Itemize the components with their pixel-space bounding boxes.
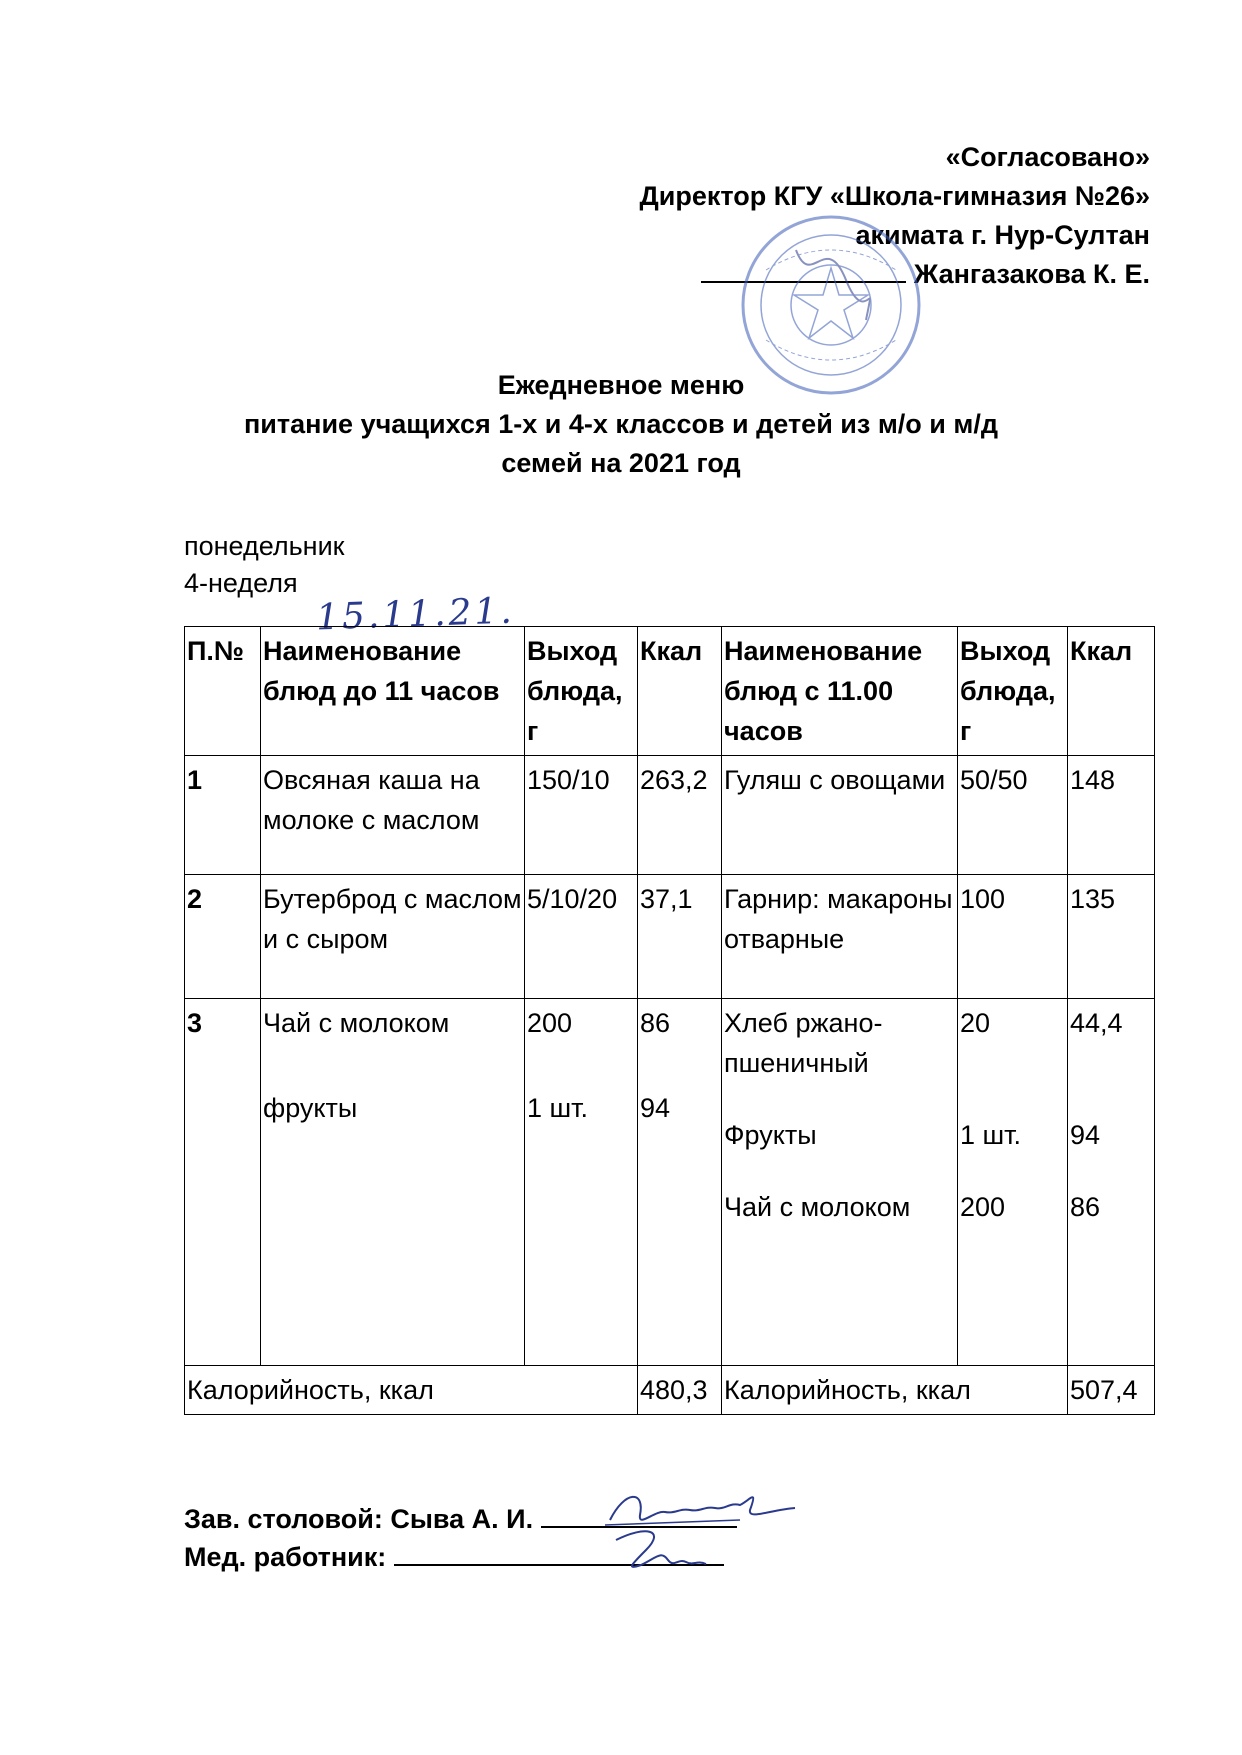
- header-morning-dish: Наименование блюд до 11 часов: [261, 627, 525, 756]
- morning-kcal: 263,2: [638, 756, 722, 875]
- header-morning-kcal: Ккал: [638, 627, 722, 756]
- morning-yield-cell: [525, 999, 638, 1366]
- afternoon-kcal: 86: [1070, 1192, 1101, 1222]
- header-afternoon-kcal: Ккал: [1068, 627, 1155, 756]
- header-afternoon-dish: Наименование блюд с 11.00 часов: [722, 627, 958, 756]
- header-morning-yield: Выход блюда, г: [525, 627, 638, 756]
- afternoon-dish: Чай с молоком: [724, 1192, 911, 1222]
- total-label-morning: Калорийность, ккал: [185, 1366, 638, 1415]
- morning-dish: Бутерброд с маслом и с сыром: [261, 875, 525, 999]
- morning-kcal: 86: [640, 1008, 671, 1038]
- afternoon-dish: Гуляш с овощами: [722, 756, 958, 875]
- morning-kcal: 37,1: [638, 875, 722, 999]
- table-row: [185, 875, 1155, 999]
- cell-spacer: [640, 1043, 719, 1088]
- afternoon-kcal: 94: [1070, 1120, 1101, 1150]
- morning-yield: 200: [527, 1008, 573, 1038]
- row-number: 3: [185, 999, 261, 1366]
- table-header-row: [185, 627, 1155, 756]
- morning-dish: фрукты: [263, 1093, 358, 1123]
- title-line-1: Ежедневное меню: [497, 370, 745, 400]
- row-number: 1: [185, 756, 261, 875]
- approval-agreed: «Согласовано»: [945, 142, 1150, 172]
- cell-spacer: [527, 1043, 635, 1088]
- cell-spacer: [960, 1155, 1065, 1187]
- approval-name: Жангазакова К. Е.: [913, 259, 1150, 289]
- morning-dish-cell: [261, 999, 525, 1366]
- morning-dish: Чай с молоком: [263, 1008, 450, 1038]
- afternoon-yield: 100: [958, 875, 1068, 999]
- title-line-3: семей на 2021 год: [501, 448, 741, 478]
- approval-akimat: акимата г. Нур-Султан: [855, 220, 1150, 250]
- cell-spacer: [263, 1043, 522, 1088]
- table-row: [185, 756, 1155, 875]
- table-total-row: [185, 1366, 1155, 1415]
- afternoon-dish: Гарнир: макароны отварные: [722, 875, 958, 999]
- afternoon-dish: Хлеб ржано-пшеничный: [724, 1008, 883, 1078]
- header-afternoon-yield: Выход блюда, г: [958, 627, 1068, 756]
- menu-table: [184, 626, 1155, 1415]
- handwritten-date: 15.11.21.: [315, 590, 516, 639]
- morning-dish: Овсяная каша на молоке с маслом: [261, 756, 525, 875]
- afternoon-yield: 50/50: [958, 756, 1068, 875]
- afternoon-dish: Фрукты: [724, 1120, 817, 1150]
- total-afternoon: 507,4: [1068, 1366, 1155, 1415]
- afternoon-kcal: 44,4: [1070, 1008, 1123, 1038]
- morning-yield: 150/10: [525, 756, 638, 875]
- approval-director: Директор КГУ «Школа-гимназия №26»: [639, 181, 1150, 211]
- medic-signature-icon: [606, 1520, 716, 1580]
- cell-spacer: [724, 1083, 955, 1115]
- afternoon-kcal: 148: [1068, 756, 1155, 875]
- total-morning: 480,3: [638, 1366, 722, 1415]
- document-title: [0, 366, 1242, 483]
- header-number: П.№: [185, 627, 261, 756]
- weekday: понедельник: [184, 531, 345, 561]
- morning-yield: 5/10/20: [525, 875, 638, 999]
- title-line-2: питание учащихся 1-х и 4-х классов и детей из м/о и м/д: [244, 409, 998, 439]
- week-number: 4-неделя: [184, 568, 298, 598]
- medic-label: Мед. работник:: [184, 1542, 387, 1572]
- afternoon-yield: 20: [960, 1008, 991, 1038]
- canteen-head-label: Зав. столовой: Сыва А. И.: [184, 1504, 534, 1534]
- cell-spacer: [960, 1043, 1065, 1115]
- morning-kcal-cell: [638, 999, 722, 1366]
- afternoon-kcal-cell: [1068, 999, 1155, 1366]
- cell-spacer: [724, 1155, 955, 1187]
- total-label-afternoon: Калорийность, ккал: [722, 1366, 1068, 1415]
- afternoon-kcal: 135: [1068, 875, 1155, 999]
- afternoon-yield-cell: [958, 999, 1068, 1366]
- row-number: 2: [185, 875, 261, 999]
- day-info: [184, 528, 344, 602]
- morning-yield: 1 шт.: [527, 1093, 589, 1123]
- afternoon-yield: 1 шт.: [960, 1120, 1022, 1150]
- cell-spacer: [1070, 1043, 1152, 1115]
- table-row: [185, 999, 1155, 1366]
- morning-kcal: 94: [640, 1093, 671, 1123]
- cell-spacer: [1070, 1155, 1152, 1187]
- afternoon-yield: 200: [960, 1192, 1006, 1222]
- afternoon-dish-cell: [722, 999, 958, 1366]
